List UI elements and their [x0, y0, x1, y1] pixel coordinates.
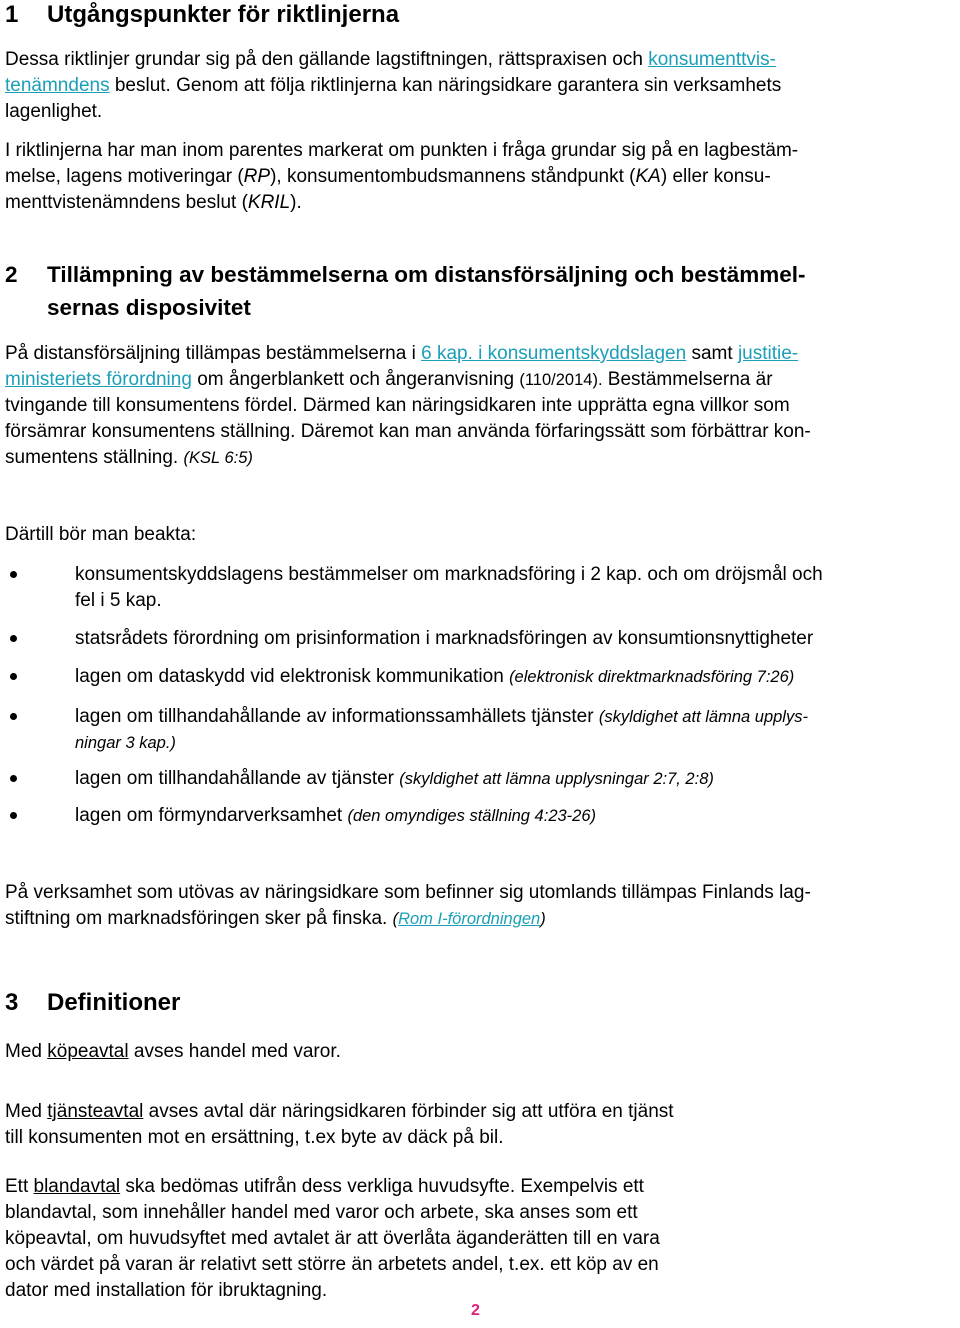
text: I riktlinjerna har man inom parentes markerat om punkten i fråga grundar sig på en lagbestäm-: [5, 140, 799, 161]
section-2-paragraph-1: [5, 341, 811, 471]
section-3-paragraph-2: [5, 1099, 674, 1151]
bullet-icon: [10, 673, 17, 680]
konsumenttvistenamnden-link-cont[interactable]: tenämndens: [5, 75, 110, 96]
text: stiftning om marknadsföringen sker på finska.: [5, 908, 393, 929]
text: Bestämmelserna är: [602, 369, 773, 390]
section-2-intro: Därtill bör man beakta:: [5, 524, 197, 545]
text: försämrar konsumentens ställning. Däremot kan man använda förfaringssätt som förbättrar kon-: [5, 421, 811, 442]
section-3-paragraph-3: [5, 1174, 660, 1304]
section-2-title-line-1: Tillämpning av bestämmelserna om distansförsäljning och bestämmel-: [47, 262, 806, 287]
text: statsrådets förordning om prisinformation i marknadsföringen av konsumtionsnyttigheter: [75, 628, 814, 649]
reference: (den omyndiges ställning 4:23-26): [347, 807, 597, 825]
text: ) eller konsu-: [660, 166, 771, 187]
text: ), konsumentombudsmannens ståndpunkt (: [270, 166, 636, 187]
reference: ningar 3 kap.): [75, 734, 176, 752]
text: köpeavtal, om huvudsyftet med avtalet är att överlåta äganderätten till en vara: [5, 1228, 660, 1249]
text: konsumentskyddslagens bestämmelser om marknadsföring i 2 kap. och om dröjsmål och: [75, 564, 823, 585]
bullet-icon: [10, 713, 17, 720]
text: avses handel med varor.: [128, 1041, 341, 1062]
text: Dessa riktlinjer grundar sig på den gällande lagstiftningen, rättspraxisen och: [5, 49, 649, 70]
term-blandavtal: blandavtal: [33, 1176, 121, 1197]
text: sumentens ställning.: [5, 447, 184, 468]
reference: (skyldighet att lämna upplys-: [598, 708, 808, 726]
abbr-ka: KA: [635, 166, 661, 187]
bullet-icon: [10, 775, 17, 782]
text: På distansförsäljning tillämpas bestämmelserna i: [5, 343, 422, 364]
section-2-number: 2: [5, 262, 18, 287]
text: lagen om tillhandahållande av informationssamhällets tjänster: [75, 706, 599, 727]
section-2-heading: [5, 258, 806, 324]
text: ): [540, 910, 546, 928]
text: till konsumenten mot en ersättning, t.ex byte av däck på bil.: [5, 1127, 504, 1148]
section-2-title-line-2: sernas disposivitet: [47, 295, 251, 320]
term-tjansteavtal: tjänsteavtal: [47, 1101, 144, 1122]
section-1-paragraph-1: [5, 47, 781, 125]
text: ).: [290, 192, 302, 213]
abbr-rp: RP: [243, 166, 271, 187]
text: och värdet på varan är relativt sett större än arbetets andel, t.ex. ett köp av en: [5, 1254, 659, 1275]
section-2-paragraph-2: [5, 880, 811, 932]
text: lagen om tillhandahållande av tjänster: [75, 768, 400, 789]
reference: (KSL 6:5): [183, 449, 253, 467]
konsumenttvistenamnden-link[interactable]: konsumenttvis-: [648, 49, 776, 70]
text: (: [392, 910, 399, 928]
section-1-paragraph-2: [5, 138, 798, 216]
reference: (110/2014).: [519, 371, 603, 389]
text: blandavtal, som innehåller handel med varor och arbete, ska anses som ett: [5, 1202, 638, 1223]
text: lagen om dataskydd vid elektronisk kommunikation: [75, 666, 510, 687]
page-number: 2: [471, 1302, 480, 1319]
justitieministeriets-forordning-link[interactable]: justitie-: [737, 343, 799, 364]
text: menttvistenämndens beslut (: [5, 192, 248, 213]
abbr-kril: KRIL: [247, 192, 291, 213]
text: ska bedömas utifrån dess verkliga huvudsyfte. Exempelvis ett: [120, 1176, 644, 1197]
text: samt: [686, 343, 738, 364]
text: beslut. Genom att följa riktlinjerna kan näringsidkare garantera sin verksamhets: [109, 75, 782, 96]
text: melse, lagens motiveringar (: [5, 166, 244, 187]
text: fel i 5 kap.: [75, 590, 162, 611]
text: om ångerblankett och ångeranvisning: [191, 369, 520, 390]
text: lagen om förmyndarverksamhet: [75, 805, 348, 826]
konsumentskyddslagen-link[interactable]: 6 kap. i konsumentskyddslagen: [421, 343, 687, 364]
section-1-heading: [5, 0, 399, 30]
section-3-title: Definitioner: [47, 989, 181, 1016]
text: Ett: [5, 1176, 34, 1197]
reference: (elektronisk direktmarknadsföring 7:26): [509, 668, 795, 686]
text: dator med installation för ibruktagning.: [5, 1280, 328, 1301]
text: Med: [5, 1101, 48, 1122]
justitieministeriets-forordning-link-cont[interactable]: ministeriets förordning: [5, 369, 192, 390]
rom-i-forordningen-link[interactable]: Rom I-förordningen: [398, 910, 541, 928]
bullet-icon: [10, 812, 17, 819]
text: Med: [5, 1041, 48, 1062]
reference: (skyldighet att lämna upplysningar 2:7, 2:8): [399, 770, 714, 788]
section-3-heading: [5, 988, 180, 1018]
term-kopeavtal: köpeavtal: [47, 1041, 129, 1062]
section-3-paragraph-1: [5, 1039, 341, 1065]
text: lagenlighet.: [5, 101, 103, 122]
text: avses avtal där näringsidkaren förbinder sig att utföra en tjänst: [143, 1101, 674, 1122]
section-1-title: Utgångspunkter för riktlinjerna: [47, 1, 400, 28]
section-3-number: 3: [5, 989, 19, 1016]
bullet-icon: [10, 571, 17, 578]
text: På verksamhet som utövas av näringsidkare som befinner sig utomlands tillämpas Finlands lag-: [5, 882, 811, 903]
bullet-icon: [10, 635, 17, 642]
text: tvingande till konsumentens fördel. Därmed kan näringsidkaren inte upprätta egna villkor som: [5, 395, 790, 416]
section-1-number: 1: [5, 1, 19, 28]
